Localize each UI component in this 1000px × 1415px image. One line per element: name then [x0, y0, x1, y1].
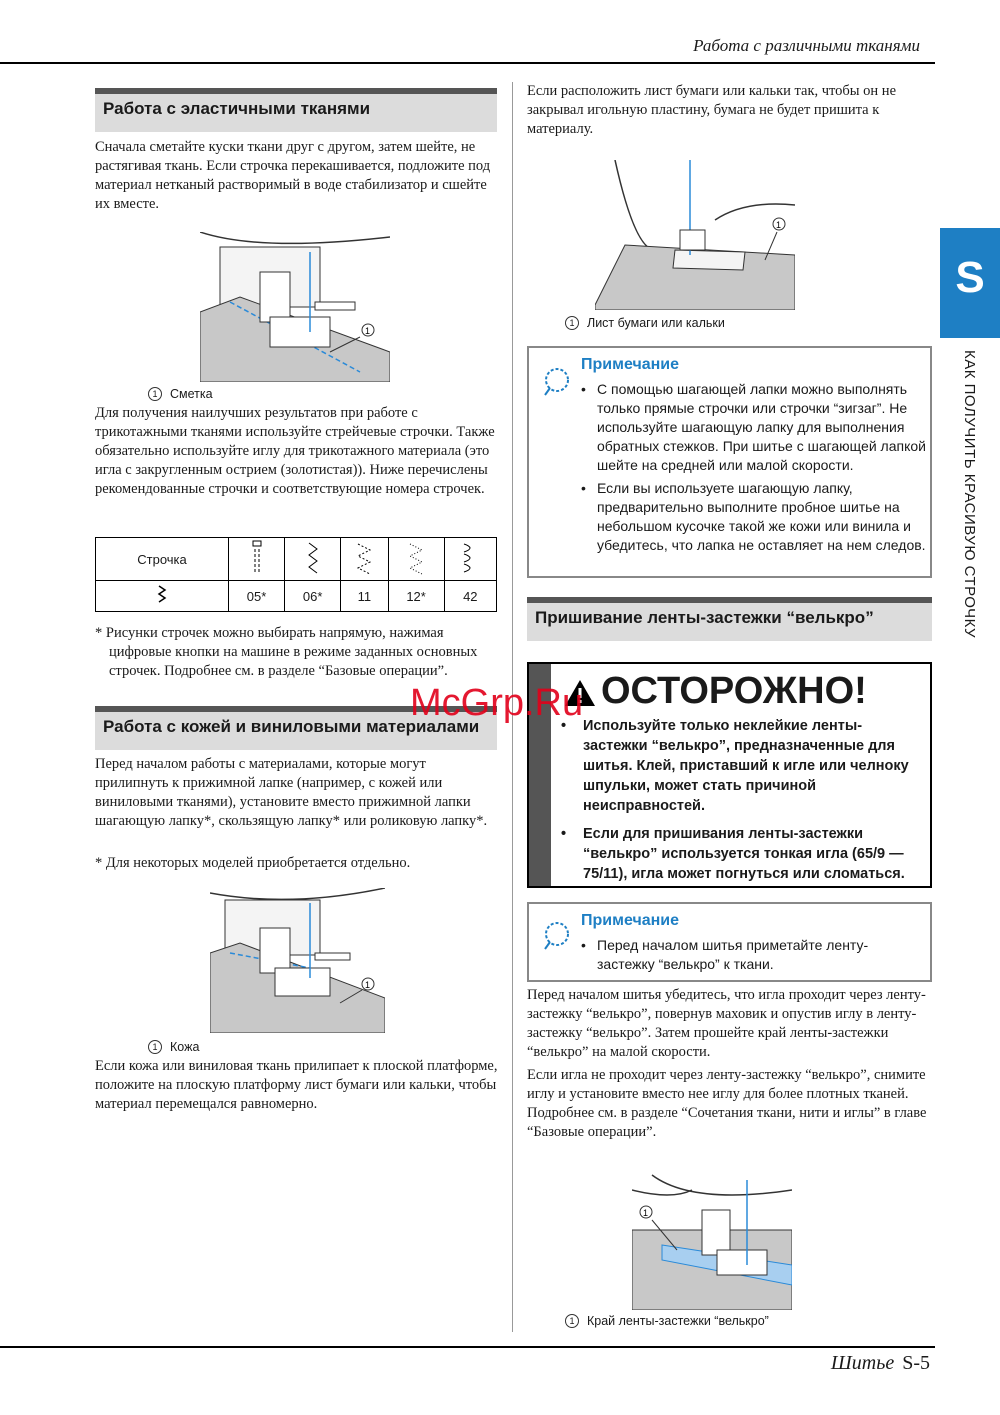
table-cell: 05*: [229, 581, 285, 612]
callout-number: 1: [643, 1208, 649, 1218]
warning-box: [527, 662, 932, 888]
section-title: Работа с кожей и виниловыми материалами: [103, 717, 480, 736]
caption-text: Кожа: [170, 1040, 200, 1054]
figure-caption: [148, 1040, 199, 1054]
chapter-vertical-label: КАК ПОЛУЧИТЬ КРАСИВУЮ СТРОЧКУ: [961, 350, 978, 639]
figure-caption: [565, 316, 725, 330]
note-box: [527, 902, 932, 982]
page-number: S-5: [902, 1352, 930, 1374]
caption-text: Лист бумаги или кальки: [587, 316, 725, 330]
header-rule: [0, 62, 935, 64]
stitch-icon-zigzag: [285, 538, 341, 581]
lightbulb-icon: [541, 916, 575, 952]
paragraph: Для получения наилучших результатов при работе с трикотажными тканями используйте стрейчевые строчки. Также обязательно используйте иглу для трикотажного материала (это игла с закругленным острием (золотистая)). Ниже перечислены рекомендованные строчки и соответствующие номера строчек.: [95, 405, 495, 497]
note-list: [581, 936, 901, 978]
callout-marker: 1: [148, 1040, 162, 1054]
warning-title: ОСТОРОЖНО!: [601, 670, 867, 712]
callout-number: 1: [365, 326, 371, 336]
stitch-icon-stretch: [388, 538, 444, 581]
figure-caption: [565, 1314, 769, 1328]
callout-number: 1: [365, 980, 371, 990]
stretch-stitch-icon: [96, 581, 229, 612]
lightbulb-icon: [541, 362, 575, 398]
stitch-table: [95, 537, 497, 612]
paragraph: Сначала сметайте куски ткани друг с другом, затем шейте, не растягивая ткань. Если строчка перекашивается, подложите под материал нетканый растворимый в воде стабилизатор и сшейте их вместе.: [95, 139, 491, 212]
note-box: [527, 346, 932, 578]
figure-velcro: [632, 1170, 792, 1310]
note-title: Примечание: [581, 912, 680, 929]
note-item: • Если вы используете шагающую лапку, предварительно выполните пробное шитье на небольшом кусочке такой же кожи или винила и убедитесь, что лапка не оставляет на нем следов.: [581, 479, 926, 555]
section-title: Работа с эластичными тканями: [103, 99, 371, 118]
section-title: Пришивание ленты-застежки “велькро”: [535, 608, 874, 627]
page-footer: [831, 1352, 930, 1375]
figure-paper-sheet: [595, 160, 795, 310]
warning-item: • Используйте только неклейкие ленты-застежки “велькро”, предназначенные для шитья. Клей, приставший к игле или челноку шпульки, может стать причиной неисправностей.: [557, 716, 925, 816]
caption-text: Сметка: [170, 387, 213, 401]
watermark: McGrp.Ru: [410, 682, 584, 724]
figure-caption: [148, 387, 213, 401]
table-cell: 42: [444, 581, 496, 612]
callout-number: 1: [776, 220, 782, 230]
chapter-vertical-label-wrap: [954, 350, 978, 670]
caption-text: Край ленты-застежки “велькро”: [587, 1314, 769, 1328]
note-item: • С помощью шагающей лапки можно выполнять только прямые строчки или строчки “зигзаг”. Не используйте шагающую лапку для выполнения обратных стежков. При шитье с шагающей лапкой шейте на средней или малой скорости.: [581, 380, 926, 475]
chapter-tab: S: [940, 228, 1000, 338]
footer-rule: [0, 1346, 935, 1348]
table-cell: 06*: [285, 581, 341, 612]
figure-elastic-basting: [200, 232, 390, 382]
page-header-title: Работа с различными тканями: [693, 36, 920, 55]
warning-item: • Если для пришивания ленты-застежки “велькро” используется тонкая игла (65/9 — 75/11), игла может погнуться или сломаться.: [557, 824, 925, 884]
callout-marker: 1: [565, 1314, 579, 1328]
stitch-icon-straight: [229, 538, 285, 581]
warning-list: [557, 716, 925, 892]
paragraph: Перед началом шитья убедитесь, что игла проходит через ленту-застежку “велькро”, повернув маховик и опустив иглу в ленту-застежку “велькро”. Затем прошейте край ленты-застежки “велькро” на малой скорости.: [527, 987, 926, 1060]
table-cell: 12*: [388, 581, 444, 612]
table-header: Строчка: [96, 538, 229, 581]
paragraph: Перед началом работы с материалами, которые могут прилипнуть к прижимной лапке (например, с кожей или виниловыми тканями), установите вместо прижимной лапки шагающую лапку*, скользящую лапку* или роликовую лапку*.: [95, 756, 488, 829]
paragraph: Если расположить лист бумаги или кальки так, чтобы он не закрывал игольную пластину, бумага не будет пришита к материалу.: [527, 83, 897, 137]
stitch-icon-decorative: [444, 538, 496, 581]
footnote: * Рисунки строчек можно выбирать напрямую, нажимая цифровые кнопки на машине в режиме заданных основных строчек. Подробнее см. в разделе “Базовые операции”.: [95, 625, 478, 679]
figure-leather: [210, 888, 385, 1033]
paragraph: Если игла не проходит через ленту-застежку “велькро”, снимите иглу и установите вместо нее иглу для более плотных тканей. Подробнее см. в разделе “Сочетания ткани, нити и иглы” в главе “Базовые операции”.: [527, 1067, 927, 1140]
callout-marker: 1: [565, 316, 579, 330]
footnote: * Для некоторых моделей приобретается отдельно.: [95, 855, 411, 871]
callout-marker: 1: [148, 387, 162, 401]
note-list: [581, 380, 926, 559]
table-cell: 11: [341, 581, 388, 612]
stitch-icon-triple-zigzag: [341, 538, 388, 581]
note-title: Примечание: [581, 356, 680, 373]
section-header-elastic: [95, 88, 497, 132]
footer-section: Шитье: [830, 1352, 895, 1374]
section-header-velcro: [527, 597, 932, 641]
note-item: • Перед началом шитья приметайте ленту-застежку “велькро” к ткани.: [581, 936, 901, 974]
paragraph: Если кожа или виниловая ткань прилипает к плоской платформе, положите на плоскую платформу лист бумаги или кальки, чтобы материал перемещался равномерно.: [95, 1058, 498, 1112]
